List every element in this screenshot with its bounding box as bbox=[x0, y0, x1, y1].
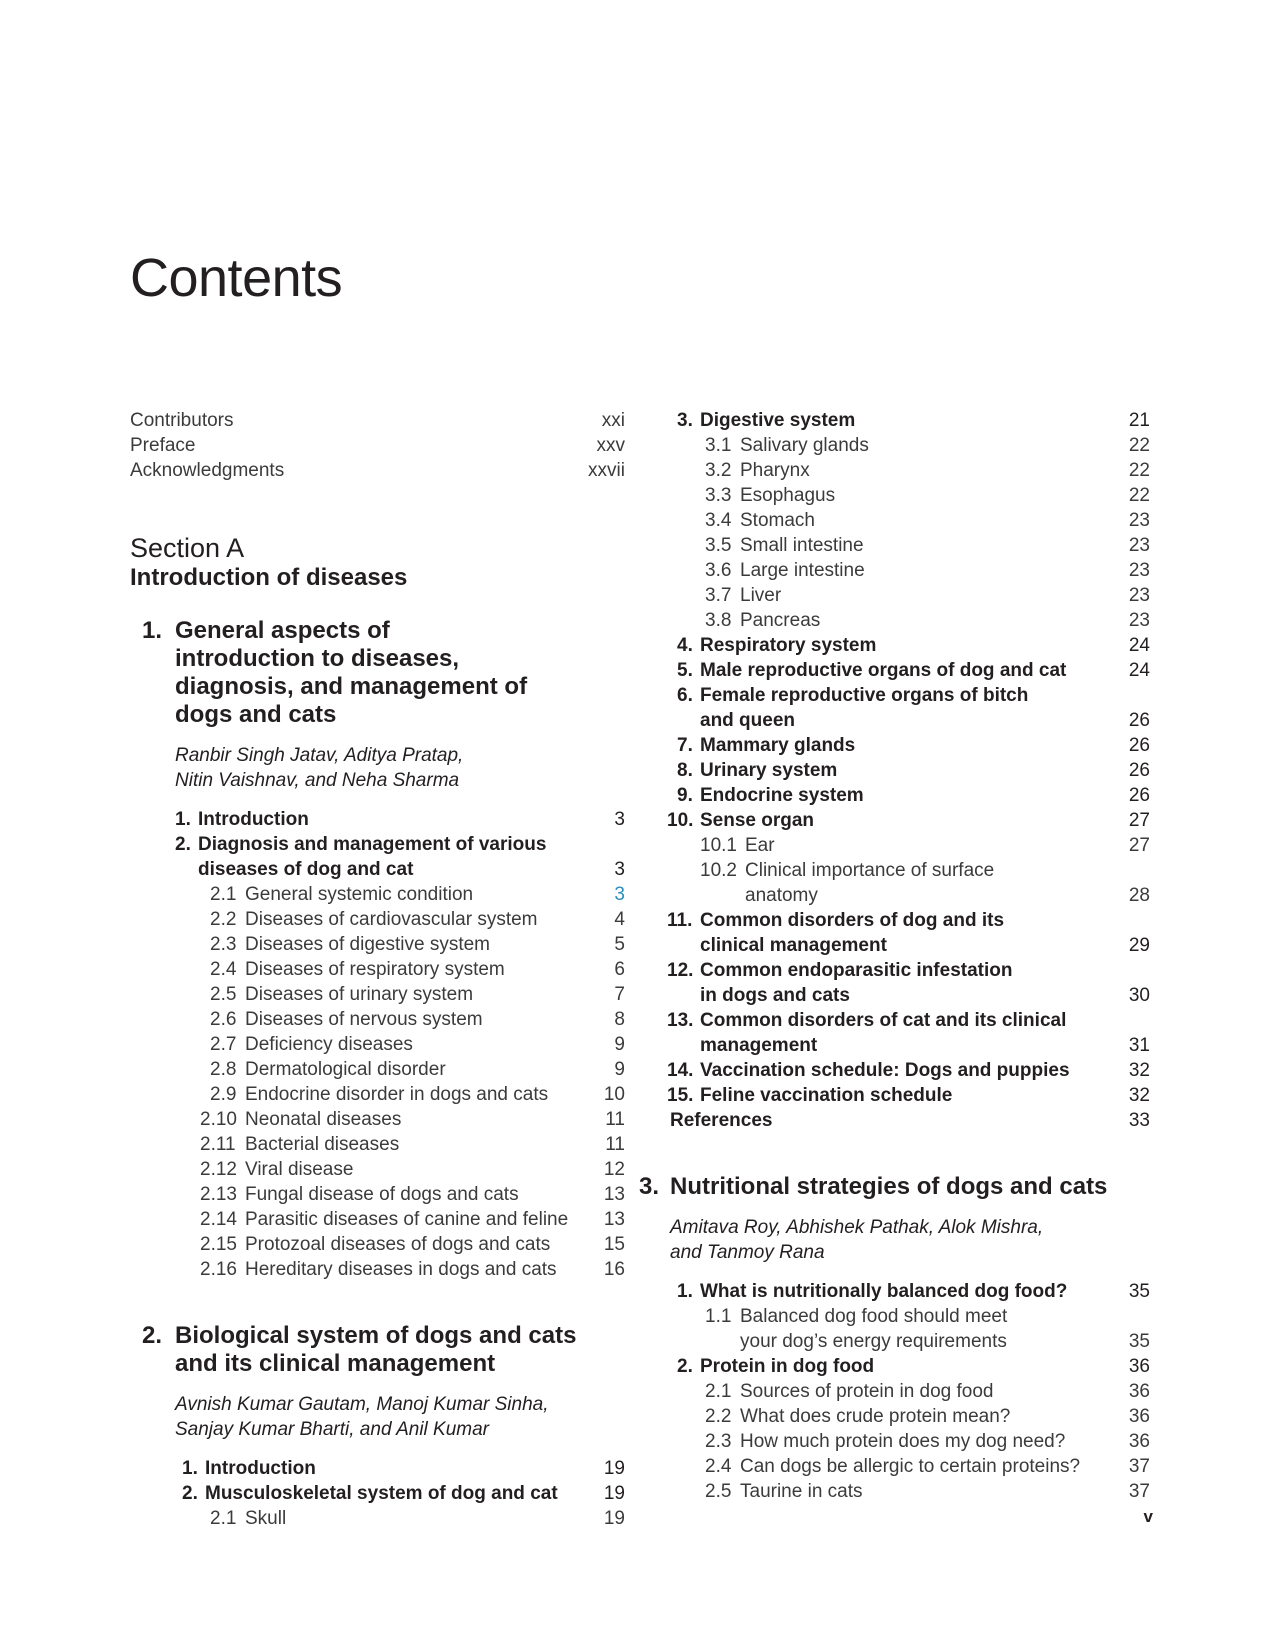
toc-entry-text: Diagnosis and management of various bbox=[198, 834, 547, 855]
toc-entry-number: 2. bbox=[175, 834, 191, 855]
toc-entry-page: 10 bbox=[603, 1084, 625, 1105]
toc-entry-number: 3.1 bbox=[705, 435, 732, 456]
toc-entry[interactable] bbox=[665, 1304, 1150, 1329]
toc-entry[interactable] bbox=[665, 1008, 1150, 1033]
authors-line: and Tanmoy Rana bbox=[670, 1242, 825, 1263]
toc-entry-number: 2.16 bbox=[200, 1259, 237, 1280]
toc-entry-text: Dermatological disorder bbox=[245, 1059, 446, 1080]
toc-entry-text: Male reproductive organs of dog and cat bbox=[700, 660, 1067, 681]
toc-entry[interactable] bbox=[665, 508, 1150, 533]
toc-entry-page: xxvii bbox=[588, 460, 625, 481]
toc-entry-number: 2.3 bbox=[210, 934, 237, 955]
toc-entry-number: 1. bbox=[182, 1458, 198, 1479]
toc-entry-page: 21 bbox=[1128, 410, 1150, 431]
toc-entry[interactable] bbox=[130, 433, 625, 458]
toc-entry[interactable] bbox=[130, 957, 625, 982]
toc-entry[interactable] bbox=[130, 907, 625, 932]
toc-entry-page: 11 bbox=[605, 1134, 625, 1155]
toc-entry[interactable] bbox=[665, 633, 1150, 658]
toc-entry-page: 23 bbox=[1128, 560, 1150, 581]
toc-entry-page: 15 bbox=[603, 1234, 625, 1255]
toc-entry-page: 27 bbox=[1128, 835, 1150, 856]
toc-entry[interactable] bbox=[665, 1329, 1150, 1354]
toc-entry-text: Diseases of respiratory system bbox=[245, 959, 505, 980]
toc-entry-number: 8. bbox=[677, 760, 693, 781]
toc-entry-text: your dog’s energy requirements bbox=[740, 1331, 1007, 1352]
toc-entry[interactable] bbox=[665, 1108, 1150, 1133]
toc-entry[interactable] bbox=[130, 857, 625, 882]
toc-entry-number: 2.6 bbox=[210, 1009, 237, 1030]
toc-entry-text: Digestive system bbox=[700, 410, 856, 431]
toc-entry[interactable] bbox=[665, 658, 1150, 683]
toc-entry-text: Feline vaccination schedule bbox=[700, 1085, 953, 1106]
toc-entry-number: 13. bbox=[667, 1010, 694, 1031]
toc-entry-page: 9 bbox=[614, 1059, 625, 1080]
toc-entry-page: 9 bbox=[614, 1034, 625, 1055]
toc-entry-number: 2.1 bbox=[705, 1381, 732, 1402]
toc-entry-page: 13 bbox=[603, 1184, 625, 1205]
toc-entry[interactable] bbox=[665, 1058, 1150, 1083]
toc-entry[interactable] bbox=[130, 1481, 625, 1506]
toc-entry-page: xxv bbox=[596, 435, 625, 456]
toc-entry-number: 2.12 bbox=[200, 1159, 237, 1180]
toc-entry-number: 12. bbox=[667, 960, 694, 981]
toc-entry-text: Taurine in cats bbox=[740, 1481, 863, 1502]
toc-entry[interactable] bbox=[665, 783, 1150, 808]
toc-entry[interactable] bbox=[130, 1456, 625, 1481]
toc-entry-page: 29 bbox=[1128, 935, 1150, 956]
toc-entry-number: 2.4 bbox=[705, 1456, 732, 1477]
toc-entry[interactable] bbox=[130, 408, 625, 433]
toc-entry-page: 26 bbox=[1128, 710, 1150, 731]
toc-entry-page: 12 bbox=[603, 1159, 625, 1180]
toc-entry-number: 2.15 bbox=[200, 1234, 237, 1255]
contents-left-column bbox=[130, 408, 625, 1531]
toc-entry-number: 2.9 bbox=[210, 1084, 237, 1105]
toc-entry-page: 3 bbox=[614, 859, 625, 880]
toc-entry-page: 32 bbox=[1128, 1060, 1150, 1081]
toc-entry[interactable] bbox=[130, 1182, 625, 1207]
toc-entry[interactable] bbox=[665, 733, 1150, 758]
toc-entry[interactable] bbox=[130, 1082, 625, 1107]
toc-entry[interactable] bbox=[665, 1083, 1150, 1108]
toc-entry-text: Musculoskeletal system of dog and cat bbox=[205, 1483, 558, 1504]
chapter-heading[interactable] bbox=[130, 617, 625, 729]
toc-entry-number: 10.2 bbox=[700, 860, 737, 881]
toc-entry[interactable] bbox=[130, 882, 625, 907]
toc-entry-text: Acknowledgments bbox=[130, 460, 285, 481]
toc-entry-text: Sense organ bbox=[700, 810, 815, 831]
authors-line: Avnish Kumar Gautam, Manoj Kumar Sinha, bbox=[175, 1394, 549, 1415]
toc-entry[interactable] bbox=[130, 1107, 625, 1132]
toc-entry-text: and queen bbox=[700, 710, 796, 731]
toc-entry-number: 3.5 bbox=[705, 535, 732, 556]
toc-entry[interactable] bbox=[130, 1132, 625, 1157]
toc-entry-page: 5 bbox=[614, 934, 625, 955]
toc-entry-number: 2.11 bbox=[200, 1134, 236, 1155]
toc-entry-text: Hereditary diseases in dogs and cats bbox=[245, 1259, 557, 1280]
toc-entry-number: 2.14 bbox=[200, 1209, 237, 1230]
section-title: Introduction of diseases bbox=[130, 564, 408, 591]
toc-entry-page: 7 bbox=[614, 984, 625, 1005]
contents-right-column bbox=[639, 408, 1150, 1504]
toc-entry-text: Protozoal diseases of dogs and cats bbox=[245, 1234, 551, 1255]
toc-entry-text: Endocrine disorder in dogs and cats bbox=[245, 1084, 549, 1105]
toc-entry-text: Introduction bbox=[205, 1458, 316, 1479]
toc-entry[interactable] bbox=[130, 1207, 625, 1232]
toc-entry[interactable] bbox=[665, 558, 1150, 583]
authors-line: Ranbir Singh Jatav, Aditya Pratap, bbox=[175, 745, 464, 766]
toc-entry-page: 24 bbox=[1128, 660, 1150, 681]
toc-entry-text: Small intestine bbox=[740, 535, 864, 556]
toc-entry-number: 6. bbox=[677, 685, 693, 706]
toc-entry-text: Ear bbox=[745, 835, 775, 856]
chapter-1-entries bbox=[130, 807, 625, 1282]
toc-entry-page: 19 bbox=[603, 1483, 625, 1504]
toc-entry-page: 11 bbox=[605, 1109, 625, 1130]
chapter-heading[interactable] bbox=[639, 1173, 1150, 1201]
toc-entry-number: 3.8 bbox=[705, 610, 732, 631]
toc-entry-text: Viral disease bbox=[245, 1159, 354, 1180]
toc-entry-number: 7. bbox=[677, 735, 693, 756]
toc-entry[interactable] bbox=[130, 1157, 625, 1182]
toc-entry[interactable] bbox=[665, 1379, 1150, 1404]
toc-entry[interactable] bbox=[130, 1007, 625, 1032]
toc-entry-number: 2. bbox=[182, 1483, 198, 1504]
toc-entry-page: 36 bbox=[1128, 1431, 1150, 1452]
toc-entry-text: What is nutritionally balanced dog food? bbox=[700, 1281, 1068, 1302]
toc-entry[interactable] bbox=[665, 833, 1150, 858]
toc-entry-number: 2.2 bbox=[210, 909, 237, 930]
toc-entry-text: What does crude protein mean? bbox=[740, 1406, 1011, 1427]
toc-entry-text: anatomy bbox=[745, 885, 818, 906]
toc-entry[interactable] bbox=[665, 958, 1150, 983]
chapter-title: General aspects of introduction to diseases, diagnosis, and management of dogs and cats bbox=[175, 617, 528, 728]
toc-entry-text: Pancreas bbox=[740, 610, 821, 631]
toc-entry-number: 2.7 bbox=[210, 1034, 237, 1055]
toc-entry[interactable] bbox=[665, 983, 1150, 1008]
toc-entry[interactable] bbox=[665, 1479, 1150, 1504]
authors-line: Amitava Roy, Abhishek Pathak, Alok Mishra, bbox=[670, 1217, 1044, 1238]
toc-entry-number: 1. bbox=[677, 1281, 693, 1302]
toc-entry-text: Introduction bbox=[198, 809, 309, 830]
toc-entry-number: 1.1 bbox=[705, 1306, 732, 1327]
toc-entry-page: 3 bbox=[614, 809, 625, 830]
toc-entry-text: Protein in dog food bbox=[700, 1356, 875, 1377]
chapter-3-entries bbox=[665, 1279, 1150, 1504]
toc-entry[interactable] bbox=[665, 1429, 1150, 1454]
chapter-title bbox=[175, 1322, 625, 1378]
toc-entry-page: 22 bbox=[1128, 485, 1150, 506]
toc-entry[interactable] bbox=[130, 458, 625, 483]
chapter-2-entries-right bbox=[665, 408, 1150, 1133]
toc-entry-page: xxi bbox=[601, 410, 625, 431]
toc-entry-number: 5. bbox=[677, 660, 693, 681]
toc-entry-text: Parasitic diseases of canine and feline bbox=[245, 1209, 569, 1230]
authors-line: Sanjay Kumar Bharti, and Anil Kumar bbox=[175, 1419, 490, 1440]
toc-entry-page: 24 bbox=[1128, 635, 1150, 656]
toc-entry-text: Diseases of cardiovascular system bbox=[245, 909, 538, 930]
toc-entry-page: 36 bbox=[1128, 1406, 1150, 1427]
toc-entry-text: Deficiency diseases bbox=[245, 1034, 413, 1055]
chapter-authors bbox=[175, 1392, 625, 1442]
authors-line: Nitin Vaishnav, and Neha Sharma bbox=[175, 770, 460, 791]
toc-entry[interactable] bbox=[665, 683, 1150, 708]
toc-entry-text: References bbox=[670, 1110, 773, 1131]
toc-entry-number: 2. bbox=[677, 1356, 693, 1377]
toc-entry[interactable] bbox=[130, 1032, 625, 1057]
toc-entry[interactable] bbox=[665, 1404, 1150, 1429]
chapter-number: 3. bbox=[639, 1173, 660, 1200]
toc-entry[interactable] bbox=[665, 483, 1150, 508]
toc-entry-page: 36 bbox=[1128, 1356, 1150, 1377]
toc-entry-number: 2.13 bbox=[200, 1184, 237, 1205]
toc-entry-text: diseases of dog and cat bbox=[198, 859, 414, 880]
chapter-number: 2. bbox=[142, 1322, 163, 1349]
toc-entry-number: 11. bbox=[667, 910, 693, 931]
toc-entry-text: Sources of protein in dog food bbox=[740, 1381, 994, 1402]
toc-entry[interactable] bbox=[130, 807, 625, 832]
toc-entry[interactable] bbox=[665, 708, 1150, 733]
toc-entry-text: Diseases of digestive system bbox=[245, 934, 490, 955]
toc-entry-text: Respiratory system bbox=[700, 635, 877, 656]
toc-entry-page: 37 bbox=[1128, 1456, 1150, 1477]
toc-entry-number: 3.2 bbox=[705, 460, 732, 481]
toc-entry[interactable] bbox=[665, 458, 1150, 483]
toc-entry-page: 32 bbox=[1128, 1085, 1150, 1106]
toc-entry-number: 3.7 bbox=[705, 585, 732, 606]
toc-entry[interactable] bbox=[665, 883, 1150, 908]
toc-entry-page: 22 bbox=[1128, 435, 1150, 456]
chapter-authors bbox=[670, 1215, 1150, 1265]
toc-entry-text: Diseases of nervous system bbox=[245, 1009, 483, 1030]
toc-entry-number: 2.5 bbox=[705, 1481, 732, 1502]
toc-entry-text: Large intestine bbox=[740, 560, 865, 581]
toc-entry-page: 26 bbox=[1128, 760, 1150, 781]
toc-entry-number: 3.6 bbox=[705, 560, 732, 581]
toc-entry-text: Preface bbox=[130, 435, 196, 456]
toc-entry-number: 2.8 bbox=[210, 1059, 237, 1080]
toc-entry-page: 23 bbox=[1128, 610, 1150, 631]
toc-entry-number: 10.1 bbox=[700, 835, 737, 856]
toc-entry-page: 13 bbox=[603, 1209, 625, 1230]
toc-entry-page: 4 bbox=[614, 909, 625, 930]
toc-entry-page: 27 bbox=[1128, 810, 1150, 831]
page-title: Contents bbox=[130, 248, 343, 308]
toc-entry-text: management bbox=[700, 1035, 818, 1056]
chapter-heading[interactable] bbox=[130, 1322, 625, 1378]
toc-entry-number: 2.3 bbox=[705, 1431, 732, 1452]
toc-entry-page: 19 bbox=[603, 1458, 625, 1479]
toc-entry[interactable] bbox=[130, 832, 625, 857]
toc-entry-page: 23 bbox=[1128, 535, 1150, 556]
chapter-number: 1. bbox=[142, 617, 163, 644]
toc-entry-page: 23 bbox=[1128, 585, 1150, 606]
toc-entry-page: 26 bbox=[1128, 735, 1150, 756]
toc-entry-page: 26 bbox=[1128, 785, 1150, 806]
toc-entry-number: 1. bbox=[175, 809, 191, 830]
toc-entry[interactable] bbox=[665, 533, 1150, 558]
toc-entry-number: 2.1 bbox=[210, 1508, 237, 1529]
toc-entry[interactable] bbox=[665, 433, 1150, 458]
toc-entry-number: 2.4 bbox=[210, 959, 237, 980]
toc-entry-page: 19 bbox=[603, 1508, 625, 1529]
toc-entry-page: 3 bbox=[614, 884, 625, 905]
toc-entry[interactable] bbox=[130, 982, 625, 1007]
toc-entry-page: 35 bbox=[1128, 1281, 1150, 1302]
toc-entry[interactable] bbox=[665, 933, 1150, 958]
toc-entry[interactable] bbox=[665, 1279, 1150, 1304]
toc-entry-page: 36 bbox=[1128, 1381, 1150, 1402]
toc-entry-page: 35 bbox=[1128, 1331, 1150, 1352]
toc-entry[interactable] bbox=[665, 808, 1150, 833]
toc-entry[interactable] bbox=[665, 1354, 1150, 1379]
front-matter-list bbox=[130, 408, 625, 483]
toc-entry-number: 14. bbox=[667, 1060, 694, 1081]
toc-entry-text: Salivary glands bbox=[740, 435, 869, 456]
toc-entry-number: 2.1 bbox=[210, 884, 237, 905]
chapter-2-entries-left bbox=[130, 1456, 625, 1531]
toc-entry-page: 37 bbox=[1128, 1481, 1150, 1502]
toc-entry-text: Common disorders of cat and its clinical bbox=[700, 1010, 1067, 1031]
toc-entry-text: Vaccination schedule: Dogs and puppies bbox=[700, 1060, 1070, 1081]
toc-entry[interactable] bbox=[665, 1033, 1150, 1058]
toc-entry-page: 6 bbox=[614, 959, 625, 980]
toc-entry-text: Common endoparasitic infestation bbox=[700, 960, 1013, 981]
toc-entry-text: Female reproductive organs of bitch bbox=[700, 685, 1029, 706]
toc-entry[interactable] bbox=[130, 1057, 625, 1082]
toc-entry-page: 33 bbox=[1128, 1110, 1150, 1131]
toc-entry-number: 3.3 bbox=[705, 485, 732, 506]
toc-entry-page: 28 bbox=[1128, 885, 1150, 906]
toc-entry-number: 2.5 bbox=[210, 984, 237, 1005]
toc-entry-text: Skull bbox=[245, 1508, 287, 1529]
toc-entry-text: Bacterial diseases bbox=[245, 1134, 400, 1155]
toc-entry-number: 3. bbox=[677, 410, 693, 431]
toc-entry-text: Common disorders of dog and its bbox=[700, 910, 1005, 931]
toc-entry[interactable] bbox=[130, 932, 625, 957]
toc-entry-page: 31 bbox=[1128, 1035, 1150, 1056]
toc-entry-text: Can dogs be allergic to certain proteins? bbox=[740, 1456, 1081, 1477]
toc-entry-number: 2.10 bbox=[200, 1109, 237, 1130]
chapter-title: Nutritional strategies of dogs and cats bbox=[670, 1173, 1108, 1200]
toc-entry[interactable] bbox=[665, 908, 1150, 933]
toc-entry[interactable] bbox=[665, 1454, 1150, 1479]
chapter-authors bbox=[175, 743, 625, 793]
toc-entry[interactable] bbox=[665, 583, 1150, 608]
toc-entry-text: Endocrine system bbox=[700, 785, 864, 806]
toc-entry-text: Diseases of urinary system bbox=[245, 984, 474, 1005]
toc-entry-text: Esophagus bbox=[740, 485, 836, 506]
toc-entry-text: How much protein does my dog need? bbox=[740, 1431, 1066, 1452]
toc-entry-text: Fungal disease of dogs and cats bbox=[245, 1184, 519, 1205]
toc-entry[interactable] bbox=[130, 1257, 625, 1282]
toc-entry-text: Pharynx bbox=[740, 460, 810, 481]
toc-entry-page: 22 bbox=[1128, 460, 1150, 481]
toc-entry[interactable] bbox=[665, 408, 1150, 433]
toc-entry-page: 16 bbox=[603, 1259, 625, 1280]
page-number: v bbox=[1143, 1507, 1153, 1526]
toc-entry[interactable] bbox=[665, 858, 1150, 883]
toc-entry-text: clinical management bbox=[700, 935, 887, 956]
toc-entry-text: Contributors bbox=[130, 410, 234, 431]
toc-entry-page: 23 bbox=[1128, 510, 1150, 531]
toc-entry-text: in dogs and cats bbox=[700, 985, 850, 1006]
chapter-title-line: Biological system of dogs and cats bbox=[175, 1322, 577, 1349]
toc-entry[interactable] bbox=[130, 1232, 625, 1257]
toc-entry[interactable] bbox=[665, 758, 1150, 783]
toc-entry-text: Clinical importance of surface bbox=[745, 860, 995, 881]
toc-entry-text: Neonatal diseases bbox=[245, 1109, 402, 1130]
toc-entry[interactable] bbox=[665, 608, 1150, 633]
toc-entry-number: 15. bbox=[667, 1085, 694, 1106]
toc-entry-text: General systemic condition bbox=[245, 884, 474, 905]
toc-entry-number: 9. bbox=[677, 785, 693, 806]
toc-entry-page: 8 bbox=[614, 1009, 625, 1030]
toc-entry-text: Stomach bbox=[740, 510, 815, 531]
toc-entry-number: 4. bbox=[677, 635, 693, 656]
toc-entry[interactable] bbox=[130, 1506, 625, 1531]
toc-entry-page: 30 bbox=[1128, 985, 1150, 1006]
toc-entry-number: 10. bbox=[667, 810, 694, 831]
toc-entry-text: Balanced dog food should meet bbox=[740, 1306, 1008, 1327]
chapter-title-line: and its clinical management bbox=[175, 1350, 496, 1377]
toc-entry-text: Liver bbox=[740, 585, 782, 606]
section-label: Section A bbox=[130, 533, 245, 563]
toc-entry-text: Mammary glands bbox=[700, 735, 856, 756]
toc-entry-text: Urinary system bbox=[700, 760, 838, 781]
toc-entry-number: 3.4 bbox=[705, 510, 732, 531]
toc-entry-number: 2.2 bbox=[705, 1406, 732, 1427]
